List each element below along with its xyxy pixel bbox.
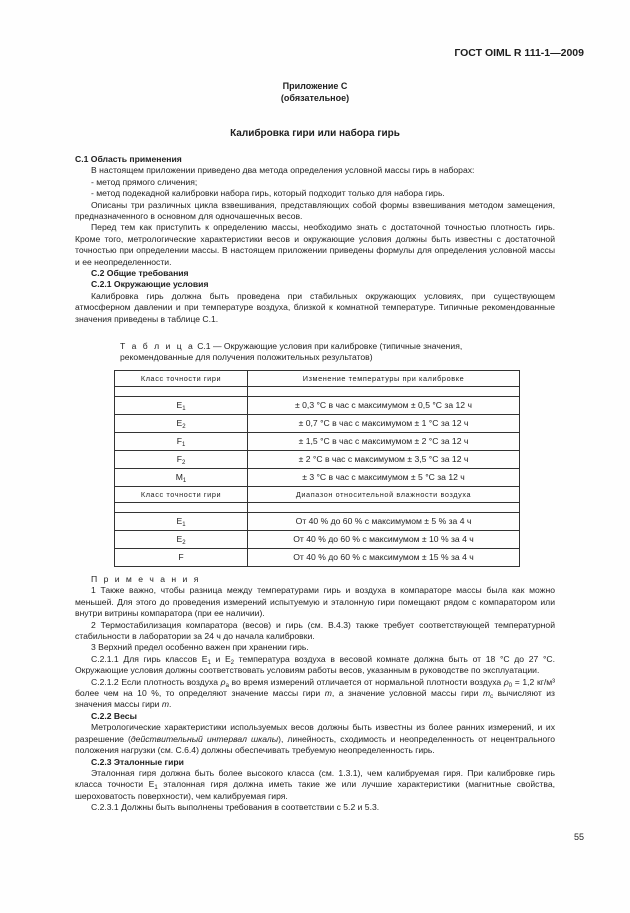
c1-list-item: - метод подекадной калибровки набора гирь, который подходит только для набора гирь. — [91, 188, 445, 199]
value-cell: ± 0,3 °C в час с максимумом ± 0,5 °C за 12 ч — [248, 397, 520, 415]
annex-heading — [0, 80, 630, 104]
value-cell: От 40 % до 60 % с максимумом ± 10 % за 4 ч — [248, 531, 520, 549]
table-header-row — [115, 371, 520, 387]
section-notes — [75, 574, 555, 814]
c23-heading: C.2.3 Эталонные гири — [91, 756, 184, 767]
notes-label: П р и м е ч а н и я — [91, 574, 201, 584]
c212-paragraph: C.2.1.2 Если плотность воздуха $\rho_a$ во время измерений отличается от нормальной плотности воздуха $\rho_0 = 1,2$ кг/м³ более чем на 10 %, то определяют значение массы гири m, а значение условной массы гири $m_c$ вычисляют из значения массы гири m. — [75, 676, 555, 710]
table-row — [115, 513, 520, 531]
table-caption-label: Т а б л и ц а — [120, 341, 195, 351]
table-row — [115, 549, 520, 567]
class-cell: $E_1$ — [115, 397, 248, 415]
section-c1 — [75, 154, 555, 325]
c2-heading: C.2 Общие требования — [91, 268, 189, 279]
class-cell: $M_1$ — [115, 469, 248, 487]
table-row — [115, 531, 520, 549]
value-cell: От 40 % до 60 % с максимумом ± 5 % за 4 ч — [248, 513, 520, 531]
table-row — [115, 469, 520, 487]
value-cell: ± 1,5 °C в час с максимумом ± 2 °C за 12 ч — [248, 433, 520, 451]
temperature-table — [114, 370, 520, 487]
value-cell: От 40 % до 60 % с максимумом ± 15 % за 4 ч — [248, 549, 520, 567]
c21-paragraph: Калибровка гирь должна быть проведена при стабильных окружающих условиях, при существующем атмосферном давлении и при температуре воздуха, близкой к комнатной температуре. Типичные рекомендованные значения приведены в таблице C.1. — [75, 290, 555, 324]
table-header-cell: Класс точности гири — [115, 487, 248, 503]
table-caption-text: C.1 — Окружающие условия при калибровке (типичные значения, рекомендованные для получения положительных результатов) — [120, 341, 463, 363]
c1-paragraph: Описаны три различных цикла взвешивания, представляющих собой формы взвешивания методом замещения, предназначенного в основном для одночашечных весов. — [75, 199, 555, 222]
c22-heading: C.2.2 Весы — [91, 710, 137, 721]
page-number: 55 — [573, 832, 584, 842]
table-row — [115, 433, 520, 451]
value-cell: ± 0,7 °C в час с максимумом ± 1 °C за 12 ч — [248, 415, 520, 433]
value-cell: ± 2 °C в час с максимумом ± 3,5 °C за 12 ч — [248, 451, 520, 469]
annex-status: (обязательное) — [280, 93, 350, 103]
c1-list-item: - метод прямого сличения; — [91, 176, 198, 187]
c22-paragraph: Метрологические характеристики используемых весов должны быть известны из более ранних измерений, и их разрешение (действительный интервал шкалы), линейность, сходимость и неопределенность от нецентрального положения нагрузки (см. C.6.4) должны обеспечивать требуемую неопределенность гирь. — [75, 722, 555, 756]
table-header-cell: Класс точности гири — [115, 371, 248, 387]
table-header-cell: Диапазон относительной влажности воздуха — [248, 487, 520, 503]
c211-paragraph: C.2.1.1 Для гирь классов $E_1$ и $E_2$ температура воздуха в весовой комнате должна быть от 18 °C до 27 °C. Окружающие условия должны соответствовать условиям работы весов, указанным в руководстве по эксплуатации. — [75, 653, 556, 676]
note-item: 2 Термостабилизация компаратора (весов) и гирь (см. B.4.3) также требует соответствующей температурной стабильности в лаборатории за 24 ч до начала калибровки. — [75, 619, 555, 642]
humidity-table — [114, 486, 520, 567]
class-cell: $E_2$ — [115, 415, 248, 433]
document-header: ГОСТ OIML R 111-1—2009 — [454, 47, 584, 59]
value-cell: ± 3 °C в час с максимумом ± 5 °C за 12 ч — [248, 469, 520, 487]
c231-paragraph: C.2.3.1 Должны быть выполнены требования в соответствии с 5.2 и 5.3. — [91, 802, 380, 813]
class-cell: $F_1$ — [115, 433, 248, 451]
class-cell: $E_1$ — [115, 513, 248, 531]
table-header-cell: Изменение температуры при калибровке — [248, 371, 520, 387]
table-caption — [120, 341, 520, 364]
c1-paragraph: Перед тем как приступить к определению массы, необходимо знать с достаточной точностью плотность гирь. Кроме того, метрологические характеристики весов и окружающие условия должны быть известны с достаточной точностью при определении массы. В настоящем приложении приведены формулы для определения условной массы и ее неопределенности. — [75, 222, 555, 267]
note-item: 3 Верхний предел особенно важен при хранении гирь. — [91, 642, 309, 653]
c23-paragraph: Эталонная гиря должна быть более высокого класса (см. 1.3.1), чем калибруемая гиря. При калибровке гирь класса точности $E_1$ эталонная гиря должна иметь такие же или лучшие характеристики (магнитные свойства, шероховатость поверхности), чем калибруемая гиря. — [75, 767, 555, 801]
table-row — [115, 397, 520, 415]
c1-heading: C.1 Область применения — [75, 154, 182, 164]
c21-heading: C.2.1 Окружающие условия — [91, 279, 209, 290]
table-row — [115, 451, 520, 469]
note-item: 1 Также важно, чтобы разница между температурами гирь и воздуха в компараторе массы была как можно меньшей. Для этого до проведения измерений испытуемую и эталонную гири помещают рядом с компаратором или внутри витрины компаратора (при ее наличии). — [75, 585, 555, 619]
c1-paragraph: В настоящем приложении приведено два метода определения условной массы гирь в наборах: — [91, 165, 475, 176]
table-header-row — [115, 487, 520, 503]
class-cell: $E_2$ — [115, 531, 248, 549]
annex-title: Калибровка гири или набора гирь — [230, 128, 400, 139]
class-cell: F — [115, 549, 248, 567]
annex-label: Приложение C — [282, 81, 348, 91]
class-cell: $F_2$ — [115, 451, 248, 469]
table-row — [115, 415, 520, 433]
